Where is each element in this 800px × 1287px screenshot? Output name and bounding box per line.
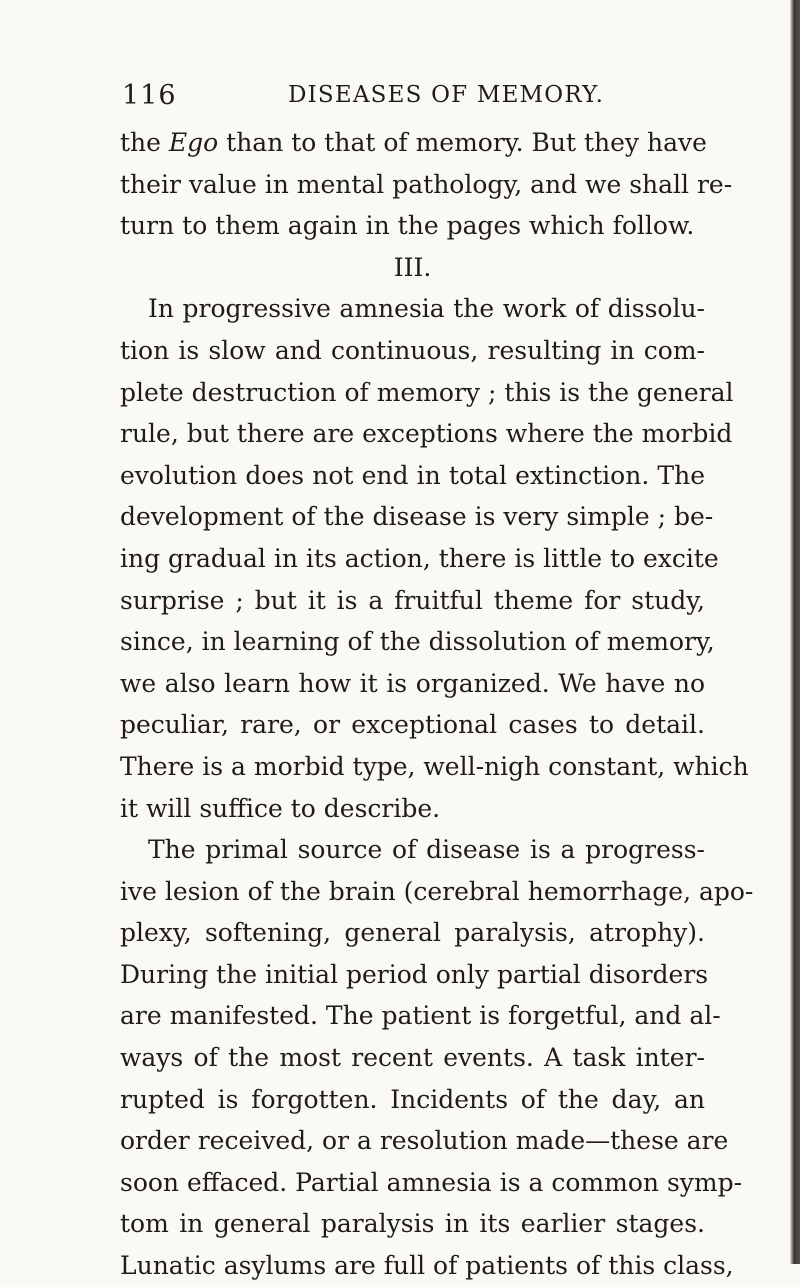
- text-line: tom in general paralysis in its earlier stages.: [120, 1209, 705, 1239]
- text-line: it will suffice to describe.: [120, 793, 441, 823]
- text-line: ive lesion of the brain (cerebral hemorrhage, apo-: [120, 876, 754, 906]
- text-line-opening: [120, 122, 705, 164]
- body-text: [120, 122, 754, 1287]
- text-line: During the initial period only partial disorders: [120, 959, 709, 989]
- text-line: In progressive amnesia the work of dissolu-: [148, 294, 705, 324]
- text-line: their value in mental pathology, and we shall re-: [120, 169, 733, 199]
- page-number: 116: [122, 80, 177, 111]
- text-line: ways of the most recent events. A task inter-: [120, 1043, 705, 1073]
- text-line: development of the disease is very simple ; be-: [120, 502, 714, 532]
- opening-line-after: than to that of memory. But they have: [218, 128, 707, 157]
- section-heading: III.: [393, 252, 432, 282]
- text-line: plexy, softening, general paralysis, atrophy).: [120, 918, 705, 948]
- opening-line-italic-word: Ego: [168, 128, 219, 157]
- page-edge-shadow: [790, 0, 800, 1264]
- text-line: The primal source of disease is a progress-: [148, 835, 705, 865]
- opening-line-before: the: [120, 128, 169, 157]
- text-line: rule, but there are exceptions where the morbid: [120, 419, 733, 449]
- text-line: soon effaced. Partial amnesia is a common symp-: [120, 1167, 743, 1197]
- text-line: are manifested. The patient is forgetful, and al-: [120, 1001, 721, 1031]
- text-line: order received, or a resolution made—these are: [120, 1126, 729, 1156]
- text-line: ing gradual in its action, there is little to excite: [120, 543, 719, 573]
- text-line: tion is slow and continuous, resulting in com-: [120, 335, 705, 365]
- text-line: plete destruction of memory ; this is the general: [120, 377, 734, 407]
- text-line: evolution does not end in total extinction. The: [120, 460, 705, 490]
- text-line: rupted is forgotten. Incidents of the day, an: [120, 1084, 705, 1114]
- text-line: we also learn how it is organized. We have no: [120, 668, 705, 698]
- text-line: surprise ; but it is a fruitful theme for study,: [120, 585, 705, 615]
- running-title: DISEASES OF MEMORY.: [288, 82, 605, 108]
- text-line: peculiar, rare, or exceptional cases to detail.: [120, 710, 705, 740]
- text-line: turn to them again in the pages which follow.: [120, 211, 695, 241]
- text-line: Lunatic asylums are full of patients of this class,: [120, 1251, 734, 1281]
- text-line: There is a morbid type, well-nigh constant, which: [120, 751, 749, 781]
- running-head: [122, 80, 682, 116]
- text-line: since, in learning of the dissolution of memory,: [120, 627, 715, 657]
